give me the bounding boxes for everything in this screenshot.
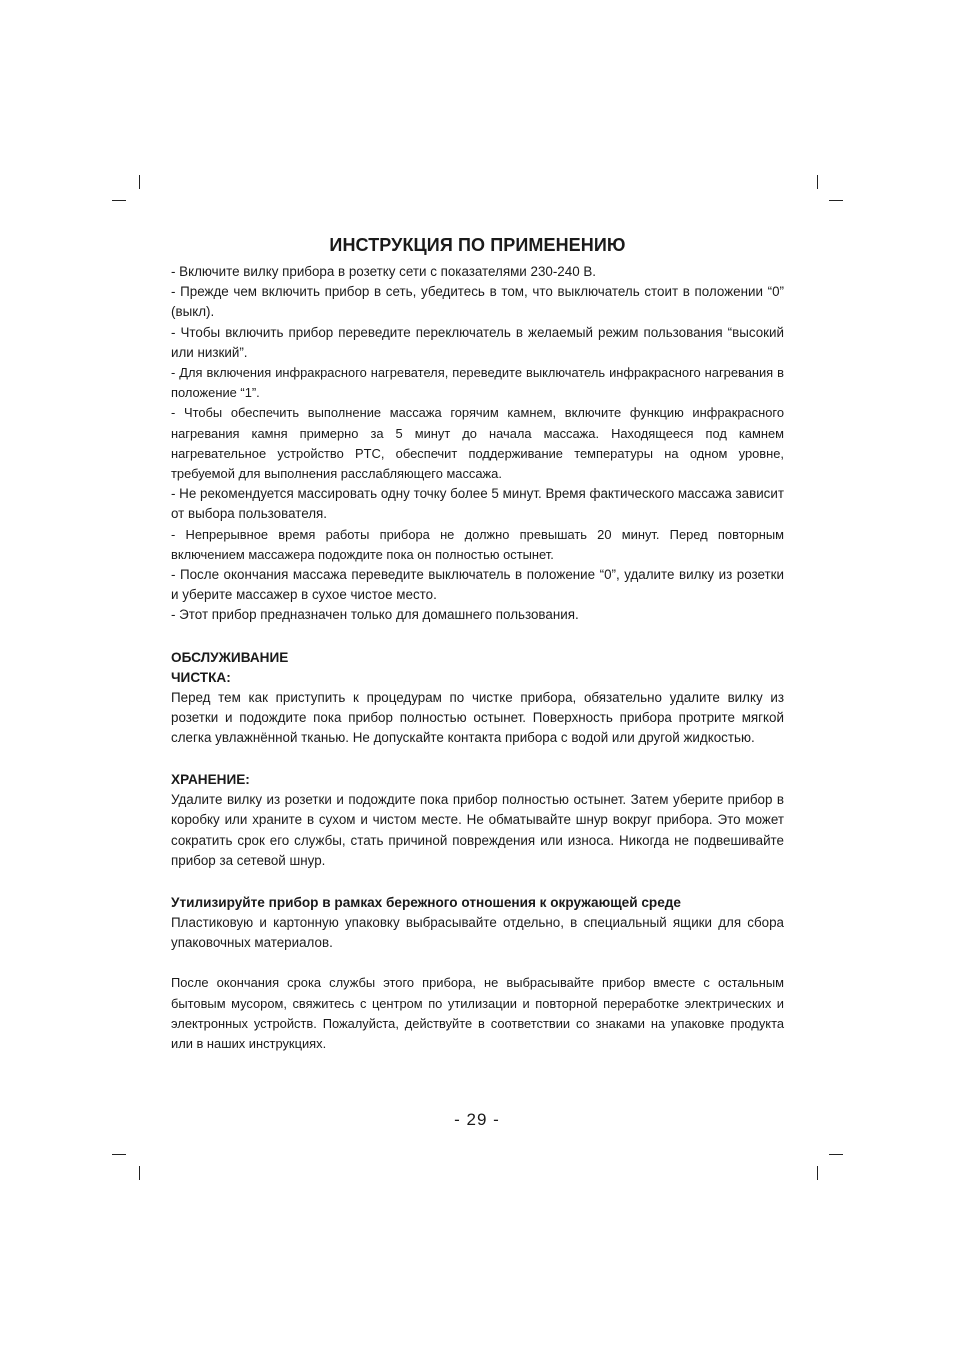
crop-mark-top-right-vertical: [817, 175, 818, 189]
maintenance-heading: ОБСЛУЖИВАНИЕ: [171, 649, 289, 665]
instructions-list: [171, 262, 784, 626]
disposal-heading: Утилизируйте прибор в рамках бережного отношения к окружающей среде: [171, 895, 681, 911]
instruction-item: - Чтобы обеспечить выполнение массажа горячим камнем, включите функцию инфракрасного нагревания камня примерно за 5 минут до начала массажа. Находящееся под камнем нагревательное устройство PTC, обеспечит поддерживание температуры на одном уровне, требуемой для выполнения расслабляющего массажа.: [171, 405, 784, 482]
storage-heading: ХРАНЕНИЕ:: [171, 772, 250, 788]
crop-mark-bottom-left-horizontal: [112, 1154, 126, 1155]
cleaning-heading: ЧИСТКА:: [171, 669, 231, 685]
instruction-item: - Прежде чем включить прибор в сеть, убедитесь в том, что выключатель стоит в положении “0” (выкл).: [171, 284, 784, 320]
instruction-item: - Включите вилку прибора в розетку сети с показателями 230-240 В.: [171, 264, 597, 279]
crop-mark-bottom-right-horizontal: [829, 1154, 843, 1155]
disposal-text-device: После окончания срока службы этого прибора, не выбрасывайте прибор вместе с остальным бытовым мусором, свяжитесь с центром по утилизации и повторной переработке электрических и электронных устройств. Пожалуйста, действуйте в соответствии со знаками на упаковке продукта или в наших инструкциях.: [171, 975, 784, 1052]
instruction-item: - После окончания массажа переведите выключатель в положение “0”, удалите вилку из розетки и уберите массажер в сухое чистое место.: [171, 567, 784, 603]
crop-mark-top-left-horizontal: [112, 200, 126, 201]
page-number: - 29 -: [454, 1110, 500, 1129]
instruction-item: - Чтобы включить прибор переведите переключатель в желаемый режим пользования “высокий или низкий”.: [171, 324, 784, 360]
disposal-text-packaging: Пластиковую и картонную упаковку выбрасывайте отдельно, в специальный ящики для сбора упаковочных материалов.: [171, 915, 784, 951]
page-title: ИНСТРУКЦИЯ ПО ПРИМЕНЕНИЮ: [329, 235, 626, 255]
instruction-item: - Для включения инфракрасного нагревателя, переведите выключатель инфракрасного нагревания в положение “1”.: [171, 365, 784, 401]
instruction-item: - Непрерывное время работы прибора не должно превышать 20 минут. Перед повторным включением массажера подождите пока он полностью остынет.: [171, 526, 784, 562]
storage-text: Удалите вилку из розетки и подождите пока прибор полностью остынет. Затем уберите прибор в коробку или храните в сухом и чистом месте. Не обматывайте шнур вокруг прибора. Это может сократить срок его службы, стать причиной повреждения или износа. Никогда не подвешивайте прибор за сетевой шнур.: [171, 792, 784, 868]
instruction-item: - Не рекомендуется массировать одну точку более 5 минут. Время фактического массажа зависит от выбора пользователя.: [171, 486, 784, 522]
crop-mark-bottom-left-vertical: [139, 1166, 140, 1180]
maintenance-section: [171, 648, 784, 871]
page-content: [171, 234, 784, 1054]
crop-mark-bottom-right-vertical: [817, 1166, 818, 1180]
instruction-item: - Этот прибор предназначен только для домашнего пользования.: [171, 607, 579, 623]
crop-mark-top-right-horizontal: [829, 200, 843, 201]
cleaning-text: Перед тем как приступить к процедурам по чистке прибора, обязательно удалите вилку из розетки и подождите пока прибор полностью остынет. Поверхность прибора протрите мягкой слегка увлажнённой тканью. Не допускайте контакта прибора с водой или другой жидкостью.: [171, 689, 784, 746]
crop-mark-top-left-vertical: [139, 175, 140, 189]
disposal-section: [171, 893, 784, 1054]
